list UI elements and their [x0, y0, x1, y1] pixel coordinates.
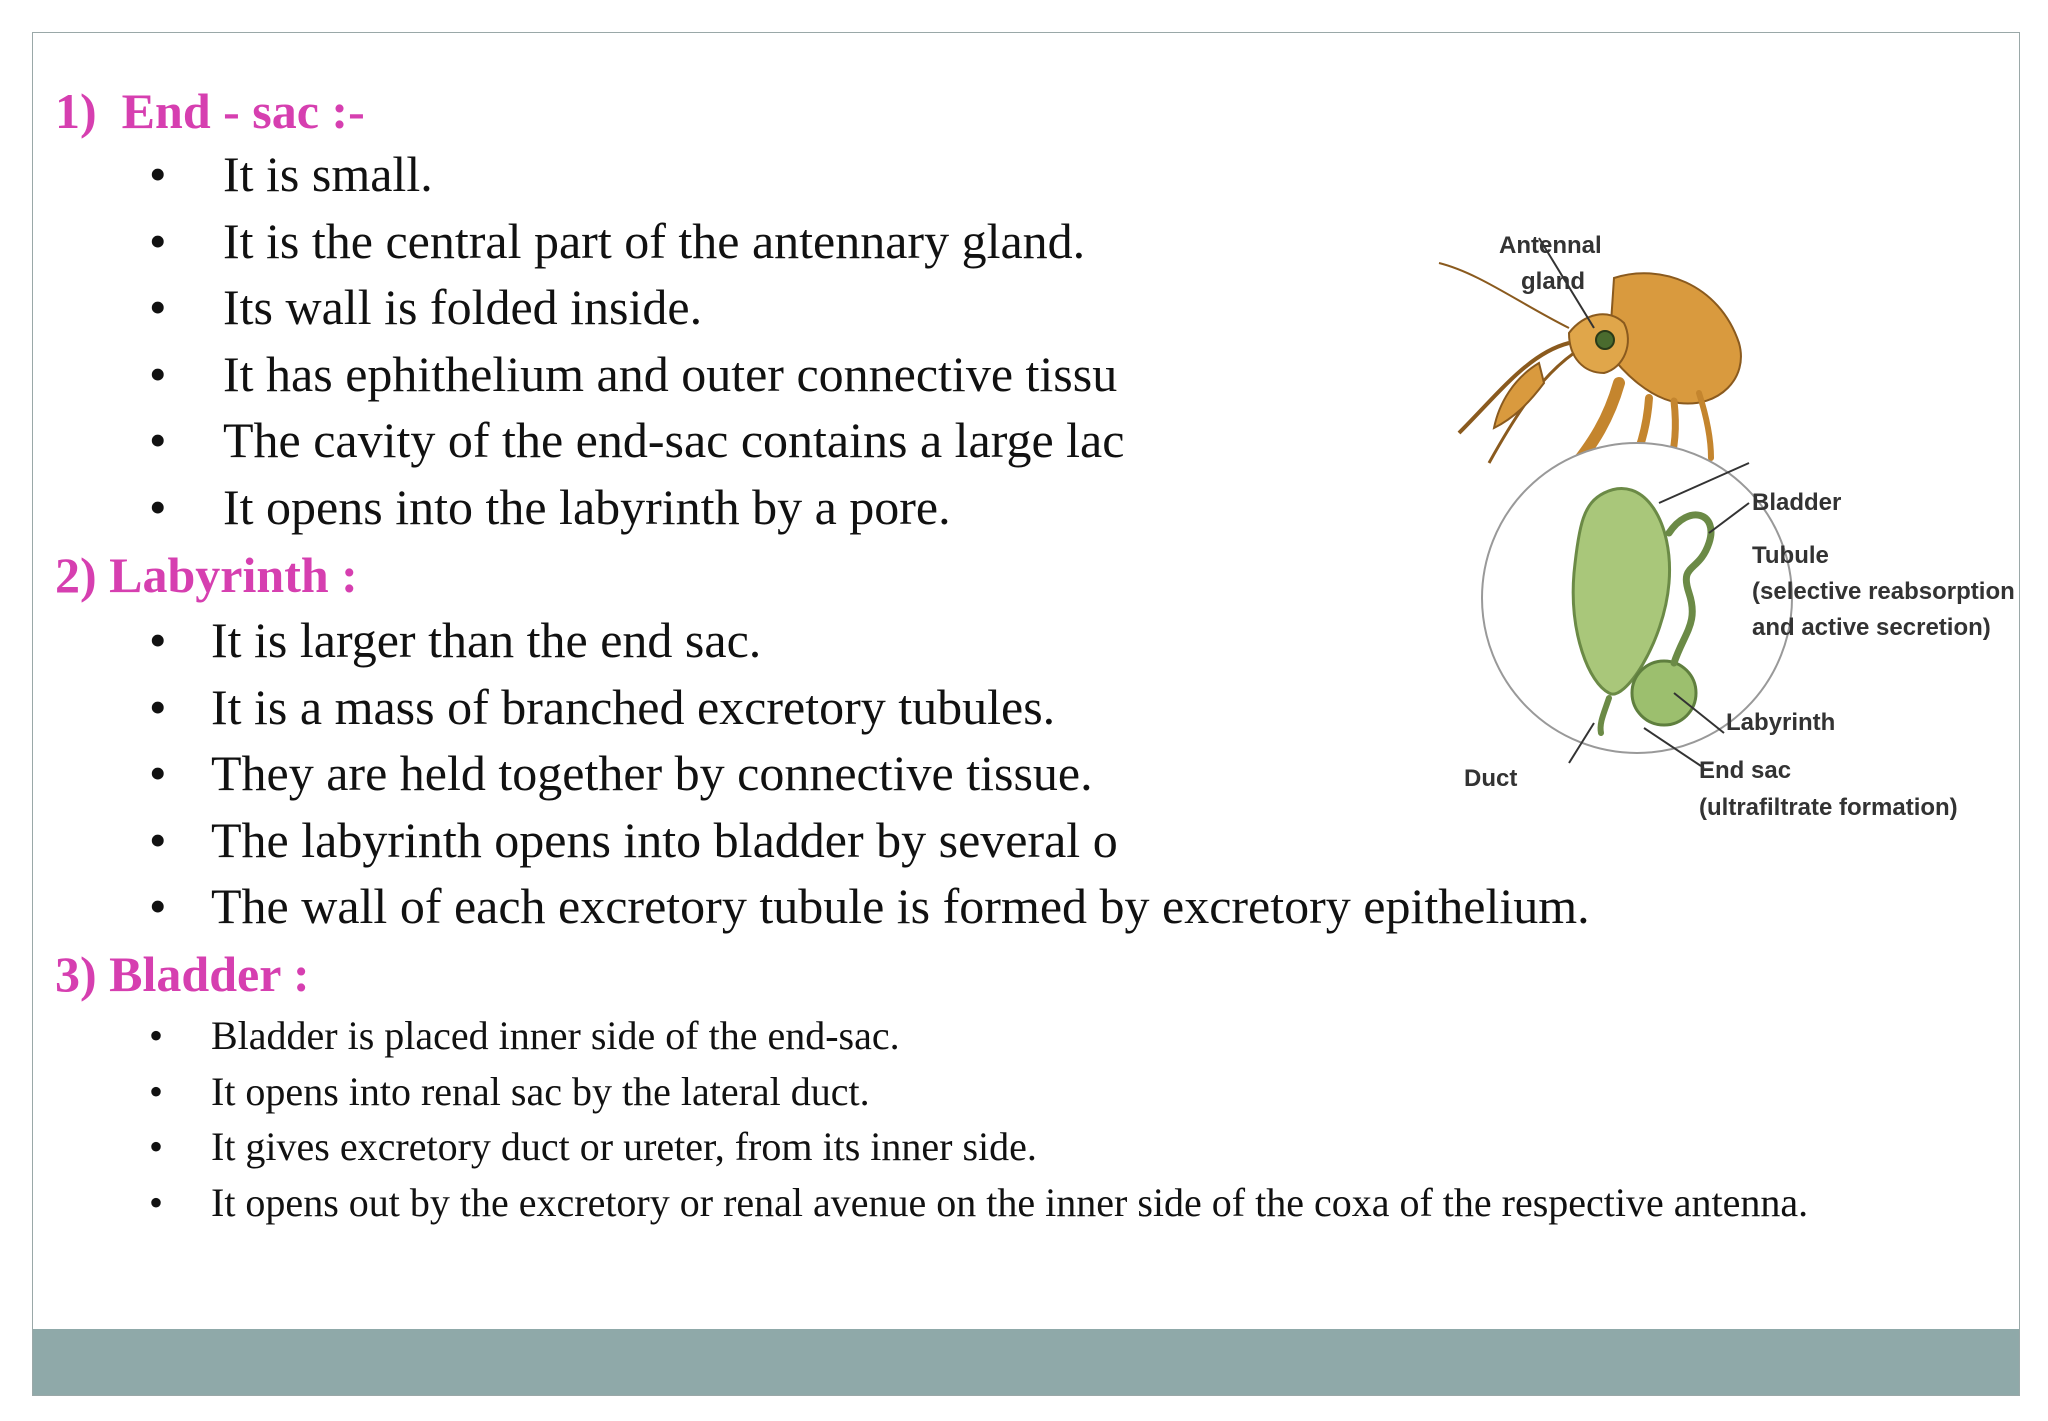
antennal-gland-figure	[1419, 203, 2015, 843]
bullet: •	[149, 412, 167, 468]
antennal-gland-diagram	[1419, 203, 2015, 843]
label-tubule-note-2: and active secretion)	[1752, 614, 1991, 641]
heading-bladder: 3) Bladder :	[55, 946, 310, 1002]
list-item-text: It opens into renal sac by the lateral duct.	[211, 1068, 870, 1114]
footer-bar	[33, 1329, 2019, 1395]
label-duct: Duct	[1464, 765, 1518, 792]
list-item-text: It has ephithelium and outer connective tissu	[223, 345, 1118, 402]
heading-labyrinth: 2) Labyrinth :	[55, 547, 358, 603]
bullet: •	[149, 1068, 164, 1114]
bullet: •	[149, 1124, 164, 1169]
list-item-text: It opens into the labyrinth by a pore.	[223, 478, 951, 535]
list-item-text: Its wall is folded inside.	[223, 279, 703, 335]
bullet: •	[149, 878, 167, 934]
slide-content	[33, 33, 2021, 1329]
bullet: •	[149, 279, 167, 335]
list-item-text: The cavity of the end-sac contains a large lac	[223, 412, 1125, 468]
list-item-text: It is small.	[223, 146, 433, 202]
list-item-text: It is a mass of branched excretory tubules.	[211, 678, 1056, 735]
list-item-text: It gives excretory duct or ureter, from its inner side.	[211, 1124, 1037, 1169]
label-antennal: Antennal	[1499, 232, 1602, 259]
list-item-text: The wall of each excretory tubule is formed by excretory epithelium.	[211, 878, 1590, 934]
list-item-text: The labyrinth opens into bladder by several o	[211, 811, 1118, 868]
bullet: •	[149, 745, 167, 801]
bullet: •	[149, 678, 167, 735]
slide	[32, 32, 2020, 1396]
bullet: •	[149, 1179, 164, 1225]
label-tubule: Tubule	[1752, 542, 1829, 569]
label-tubule-note-1: (selective reabsorption	[1752, 578, 2015, 605]
bullet: •	[149, 146, 167, 202]
list-item-text: Bladder is placed inner side of the end-sac.	[211, 1013, 900, 1058]
label-labyrinth: Labyrinth	[1726, 709, 1836, 736]
heading-number: 1)	[55, 83, 97, 139]
bullet: •	[149, 1013, 164, 1058]
bullet: •	[149, 478, 167, 535]
bullet: •	[149, 612, 167, 668]
label-gland: gland	[1521, 268, 1585, 295]
label-bladder: Bladder	[1752, 489, 1842, 516]
bullet: •	[149, 811, 167, 868]
text-clip-region	[33, 133, 1218, 868]
label-end-sac: End sac	[1699, 757, 1792, 784]
list-item-text: It is the central part of the antennary gland.	[223, 212, 1086, 269]
bullet: •	[149, 345, 167, 402]
list-item-text: It opens out by the excretory or renal avenue on the inner side of the coxa of the respective antenna.	[211, 1179, 1809, 1225]
heading-end-sac	[55, 81, 365, 141]
list-item-text: It is larger than the end sac.	[211, 612, 762, 668]
bullet: •	[149, 212, 167, 269]
label-end-sac-note: (ultrafiltrate formation)	[1699, 794, 1958, 821]
list-item-text: They are held together by connective tissue.	[211, 745, 1093, 801]
heading-label: End - sac :-	[121, 83, 365, 139]
